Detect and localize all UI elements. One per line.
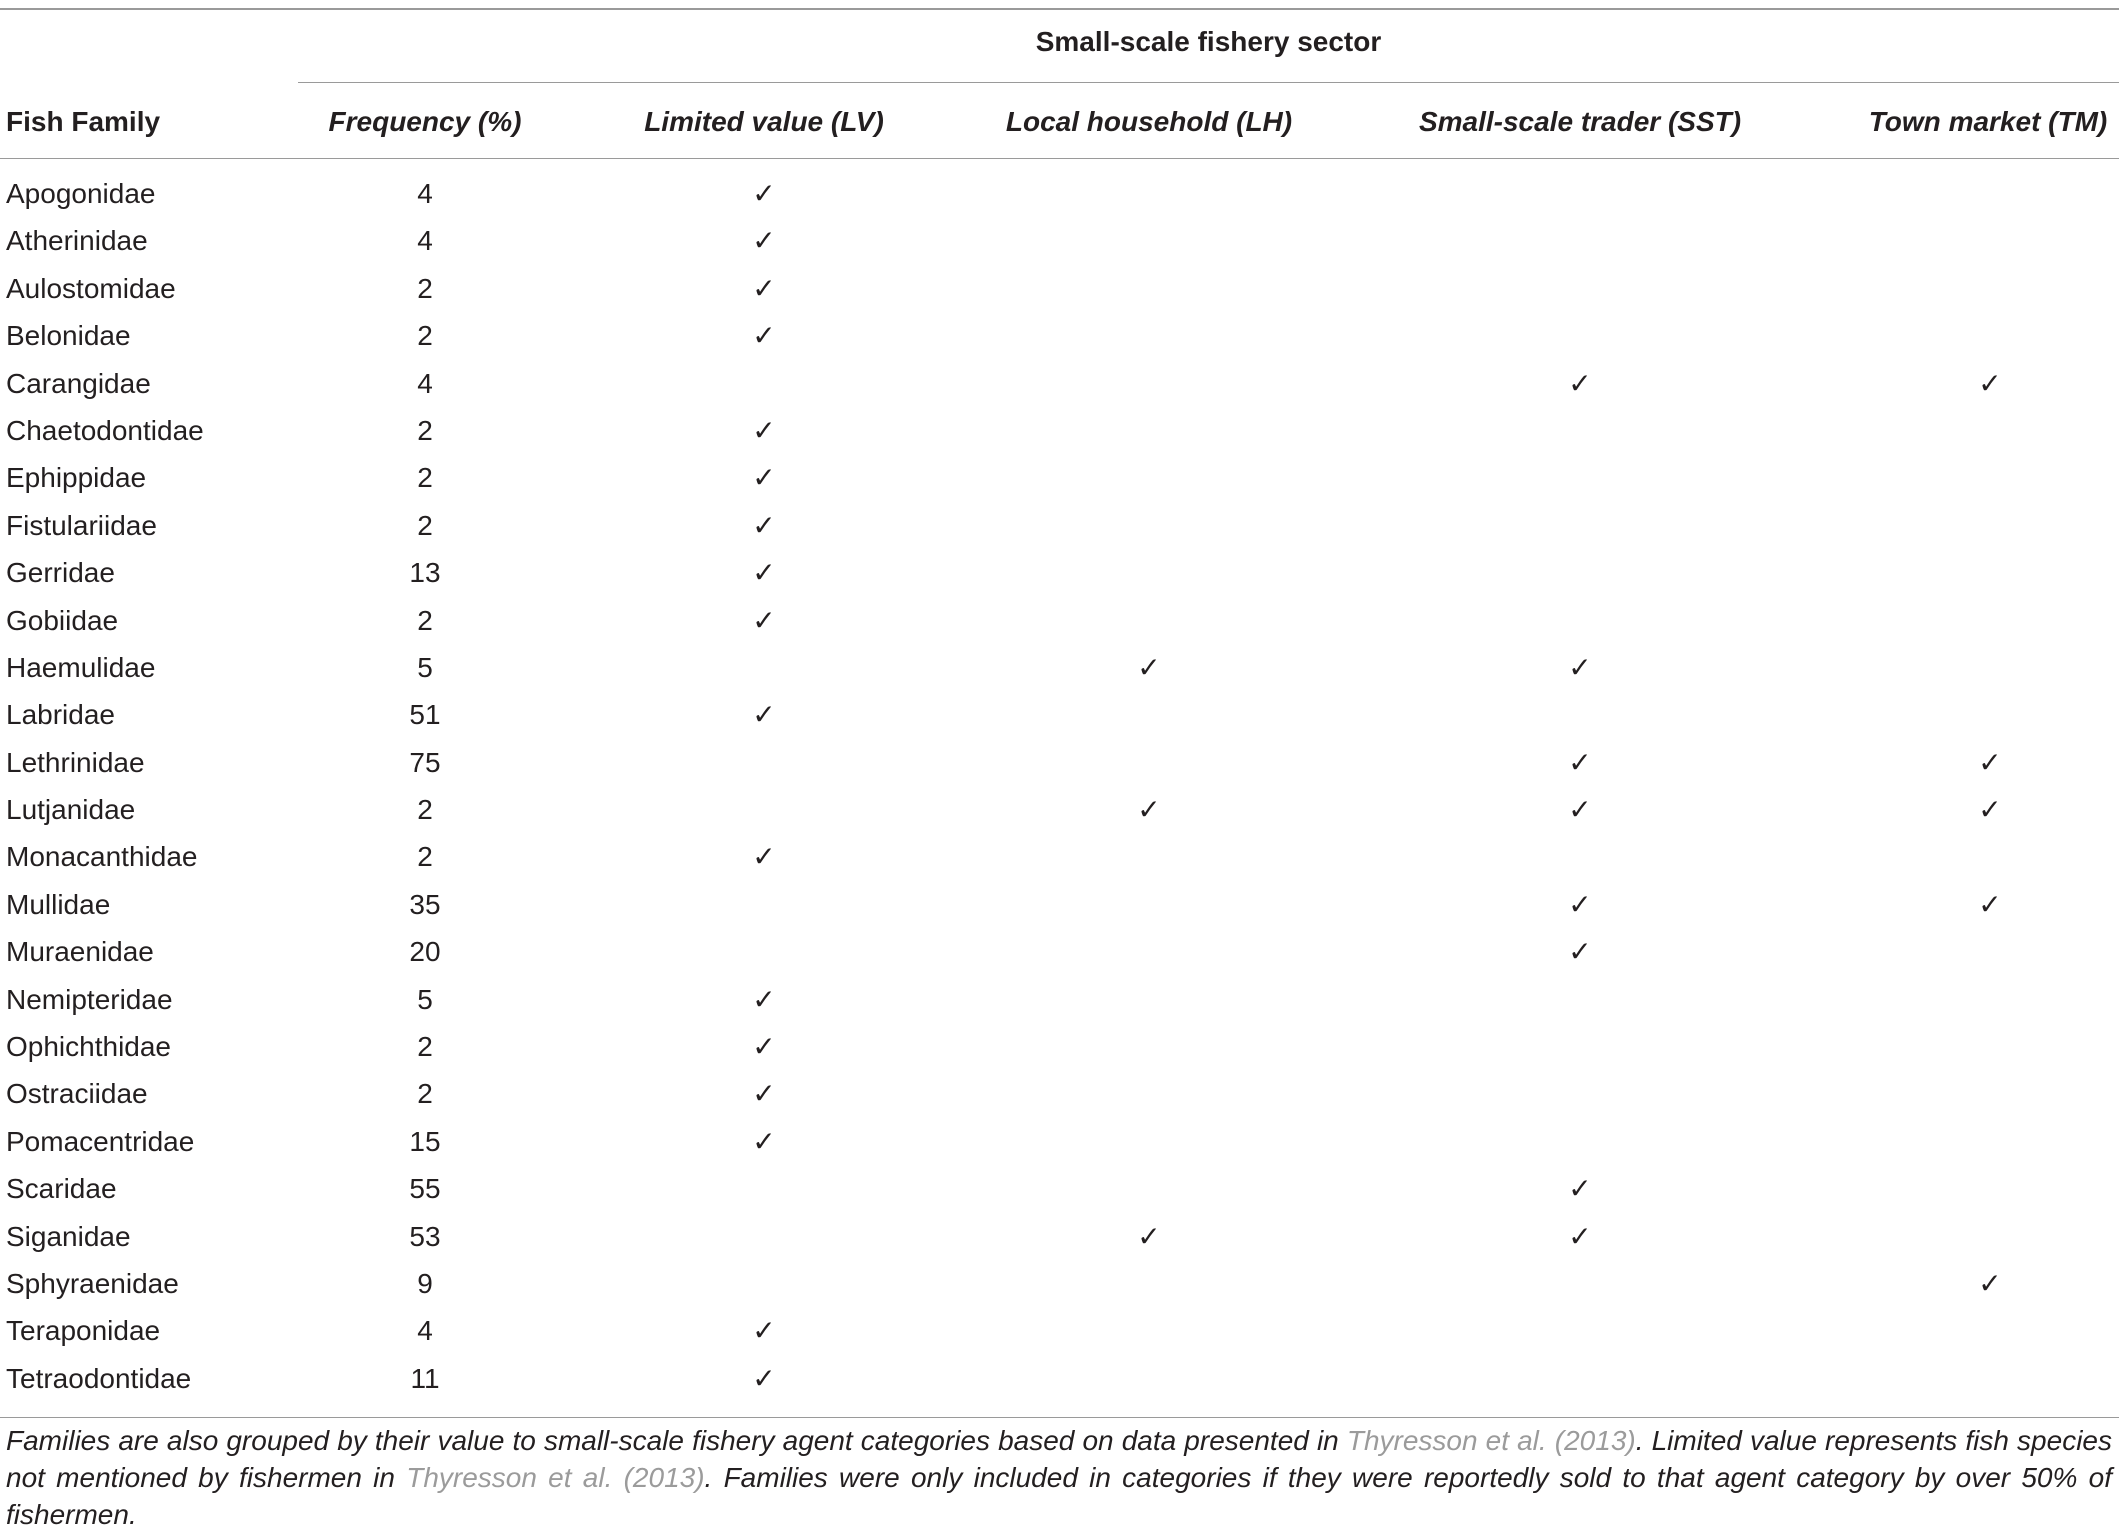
cell-family: Fistulariidae xyxy=(6,509,157,541)
table-row xyxy=(0,553,2119,600)
table-row xyxy=(0,411,2119,458)
cell-frequency: 51 xyxy=(409,699,441,731)
checkmark-icon: ✓ xyxy=(1568,793,1592,827)
group-header-rule xyxy=(298,82,2119,83)
checkmark-icon: ✓ xyxy=(1137,650,1161,684)
table-row xyxy=(0,1074,2119,1121)
cell-frequency: 55 xyxy=(409,1173,441,1205)
cell-family: Chaetodontidae xyxy=(6,414,204,446)
footnote-text-3: . Families were only included in categories if they were reportedly sold to that agent category by over 50% of fishermen. xyxy=(6,1462,2113,1530)
cell-family: Ephippidae xyxy=(6,462,147,494)
cell-family: Pomacentridae xyxy=(6,1125,195,1157)
cell-frequency: 2 xyxy=(417,462,433,494)
table-row xyxy=(0,458,2119,505)
cell-frequency: 75 xyxy=(409,746,441,778)
table-row xyxy=(0,885,2119,932)
checkmark-icon: ✓ xyxy=(1978,793,2002,827)
checkmark-icon: ✓ xyxy=(752,982,776,1016)
checkmark-icon: ✓ xyxy=(1568,366,1592,400)
citation-link-2[interactable]: Thyresson et al. (2013) xyxy=(406,1462,705,1493)
cell-frequency: 53 xyxy=(409,1220,441,1252)
table-row xyxy=(0,1169,2119,1216)
checkmark-icon: ✓ xyxy=(752,1077,776,1111)
table-row xyxy=(0,648,2119,695)
checkmark-icon: ✓ xyxy=(752,1030,776,1064)
cell-frequency: 20 xyxy=(409,936,441,968)
table-footnote xyxy=(6,1422,2112,1533)
cell-frequency: 15 xyxy=(409,1125,441,1157)
checkmark-icon: ✓ xyxy=(752,461,776,495)
checkmark-icon: ✓ xyxy=(1137,793,1161,827)
table-row xyxy=(0,1122,2119,1169)
table-row xyxy=(0,980,2119,1027)
cell-family: Lethrinidae xyxy=(6,746,145,778)
cell-family: Muraenidae xyxy=(6,936,154,968)
cell-frequency: 5 xyxy=(417,983,433,1015)
checkmark-icon: ✓ xyxy=(752,698,776,732)
checkmark-icon: ✓ xyxy=(752,319,776,353)
column-header-lv: Limited value (LV) xyxy=(644,106,884,137)
column-header-sst: Small-scale trader (SST) xyxy=(1418,106,1742,137)
table-row xyxy=(0,932,2119,979)
cell-frequency: 2 xyxy=(417,604,433,636)
cell-family: Apogonidae xyxy=(6,178,156,209)
table-row xyxy=(0,1264,2119,1311)
cell-family: Siganidae xyxy=(6,1220,131,1252)
cell-family: Atherinidae xyxy=(6,225,148,257)
checkmark-icon: ✓ xyxy=(1978,887,2002,921)
table-row xyxy=(0,695,2119,742)
table-row xyxy=(0,1359,2119,1406)
table-row xyxy=(0,506,2119,553)
cell-frequency: 9 xyxy=(417,1267,433,1299)
cell-frequency: 2 xyxy=(417,794,433,826)
checkmark-icon: ✓ xyxy=(1978,745,2002,779)
cell-family: Gobiidae xyxy=(6,604,119,636)
column-header-tm: Town market (TM) xyxy=(1868,106,2108,137)
table-row xyxy=(0,316,2119,363)
checkmark-icon: ✓ xyxy=(1978,366,2002,400)
checkmark-icon: ✓ xyxy=(752,1314,776,1348)
checkmark-icon: ✓ xyxy=(752,556,776,590)
cell-family: Scaridae xyxy=(6,1173,117,1205)
cell-frequency: 4 xyxy=(417,225,433,257)
cell-family: Belonidae xyxy=(6,320,131,352)
column-header-frequency: Frequency (%) xyxy=(328,106,522,137)
column-header-family: Fish Family xyxy=(6,106,161,137)
cell-family: Teraponidae xyxy=(6,1315,161,1347)
table-row xyxy=(0,174,2119,221)
cell-family: Sphyraenidae xyxy=(6,1267,179,1299)
cell-family: Ophichthidae xyxy=(6,1031,172,1063)
table-row xyxy=(0,364,2119,411)
cell-frequency: 2 xyxy=(417,320,433,352)
checkmark-icon: ✓ xyxy=(1568,650,1592,684)
table-bottom-rule xyxy=(0,1417,2119,1418)
cell-family: Gerridae xyxy=(6,557,115,589)
checkmark-icon: ✓ xyxy=(752,177,776,210)
table-row xyxy=(0,743,2119,790)
table-top-rule xyxy=(0,8,2119,10)
cell-frequency: 5 xyxy=(417,651,433,683)
cell-frequency: 13 xyxy=(409,557,441,589)
table-row xyxy=(0,221,2119,268)
cell-family: Monacanthidae xyxy=(6,841,198,873)
checkmark-icon: ✓ xyxy=(1568,745,1592,779)
table-row xyxy=(0,1311,2119,1358)
table-row xyxy=(0,790,2119,837)
cell-family: Tetraodontidae xyxy=(6,1362,192,1394)
cell-frequency: 4 xyxy=(417,367,433,399)
cell-frequency: 35 xyxy=(409,888,441,920)
cell-frequency: 2 xyxy=(417,414,433,446)
table-row xyxy=(0,1027,2119,1074)
table-body xyxy=(0,174,2119,1406)
table-row xyxy=(0,837,2119,884)
header-rule xyxy=(0,158,2119,159)
cell-frequency: 2 xyxy=(417,841,433,873)
cell-family: Mullidae xyxy=(6,888,111,920)
cell-frequency: 2 xyxy=(417,1031,433,1063)
cell-family: Lutjanidae xyxy=(6,794,136,826)
table-row xyxy=(0,269,2119,316)
checkmark-icon: ✓ xyxy=(752,224,776,258)
cell-frequency: 4 xyxy=(417,1315,433,1347)
column-header-lh: Local household (LH) xyxy=(1005,106,1293,137)
footnote-text-2: . Limited value represents fish species not mentioned by fishermen in xyxy=(6,1425,2112,1493)
checkmark-icon: ✓ xyxy=(1568,887,1592,921)
checkmark-icon: ✓ xyxy=(752,603,776,637)
cell-family: Labridae xyxy=(6,699,115,731)
cell-frequency: 2 xyxy=(417,1078,433,1110)
cell-family: Carangidae xyxy=(6,367,151,399)
checkmark-icon: ✓ xyxy=(1137,1219,1161,1253)
checkmark-icon: ✓ xyxy=(1978,1266,2002,1300)
checkmark-icon: ✓ xyxy=(752,1124,776,1158)
footnote-text-1: Families are also grouped by their value to small-scale fishery agent categories based on data presented in xyxy=(6,1425,1347,1456)
table-row xyxy=(0,601,2119,648)
cell-family: Nemipteridae xyxy=(6,983,173,1015)
checkmark-icon: ✓ xyxy=(1568,935,1592,969)
checkmark-icon: ✓ xyxy=(752,840,776,874)
checkmark-icon: ✓ xyxy=(752,271,776,305)
checkmark-icon: ✓ xyxy=(752,413,776,447)
checkmark-icon: ✓ xyxy=(1568,1219,1592,1253)
cell-frequency: 11 xyxy=(410,1362,440,1394)
cell-frequency: 2 xyxy=(417,272,433,304)
table-row xyxy=(0,1217,2119,1264)
citation-link-1[interactable]: Thyresson et al. (2013) xyxy=(1346,1425,1636,1456)
cell-family: Haemulidae xyxy=(6,651,156,683)
cell-frequency: 4 xyxy=(417,178,433,209)
cell-frequency: 2 xyxy=(417,509,433,541)
group-header: Small-scale fishery sector xyxy=(1035,26,1382,57)
cell-family: Aulostomidae xyxy=(6,272,176,304)
cell-family: Ostraciidae xyxy=(6,1078,148,1110)
checkmark-icon: ✓ xyxy=(752,1361,776,1395)
checkmark-icon: ✓ xyxy=(752,508,776,542)
checkmark-icon: ✓ xyxy=(1568,1172,1592,1206)
